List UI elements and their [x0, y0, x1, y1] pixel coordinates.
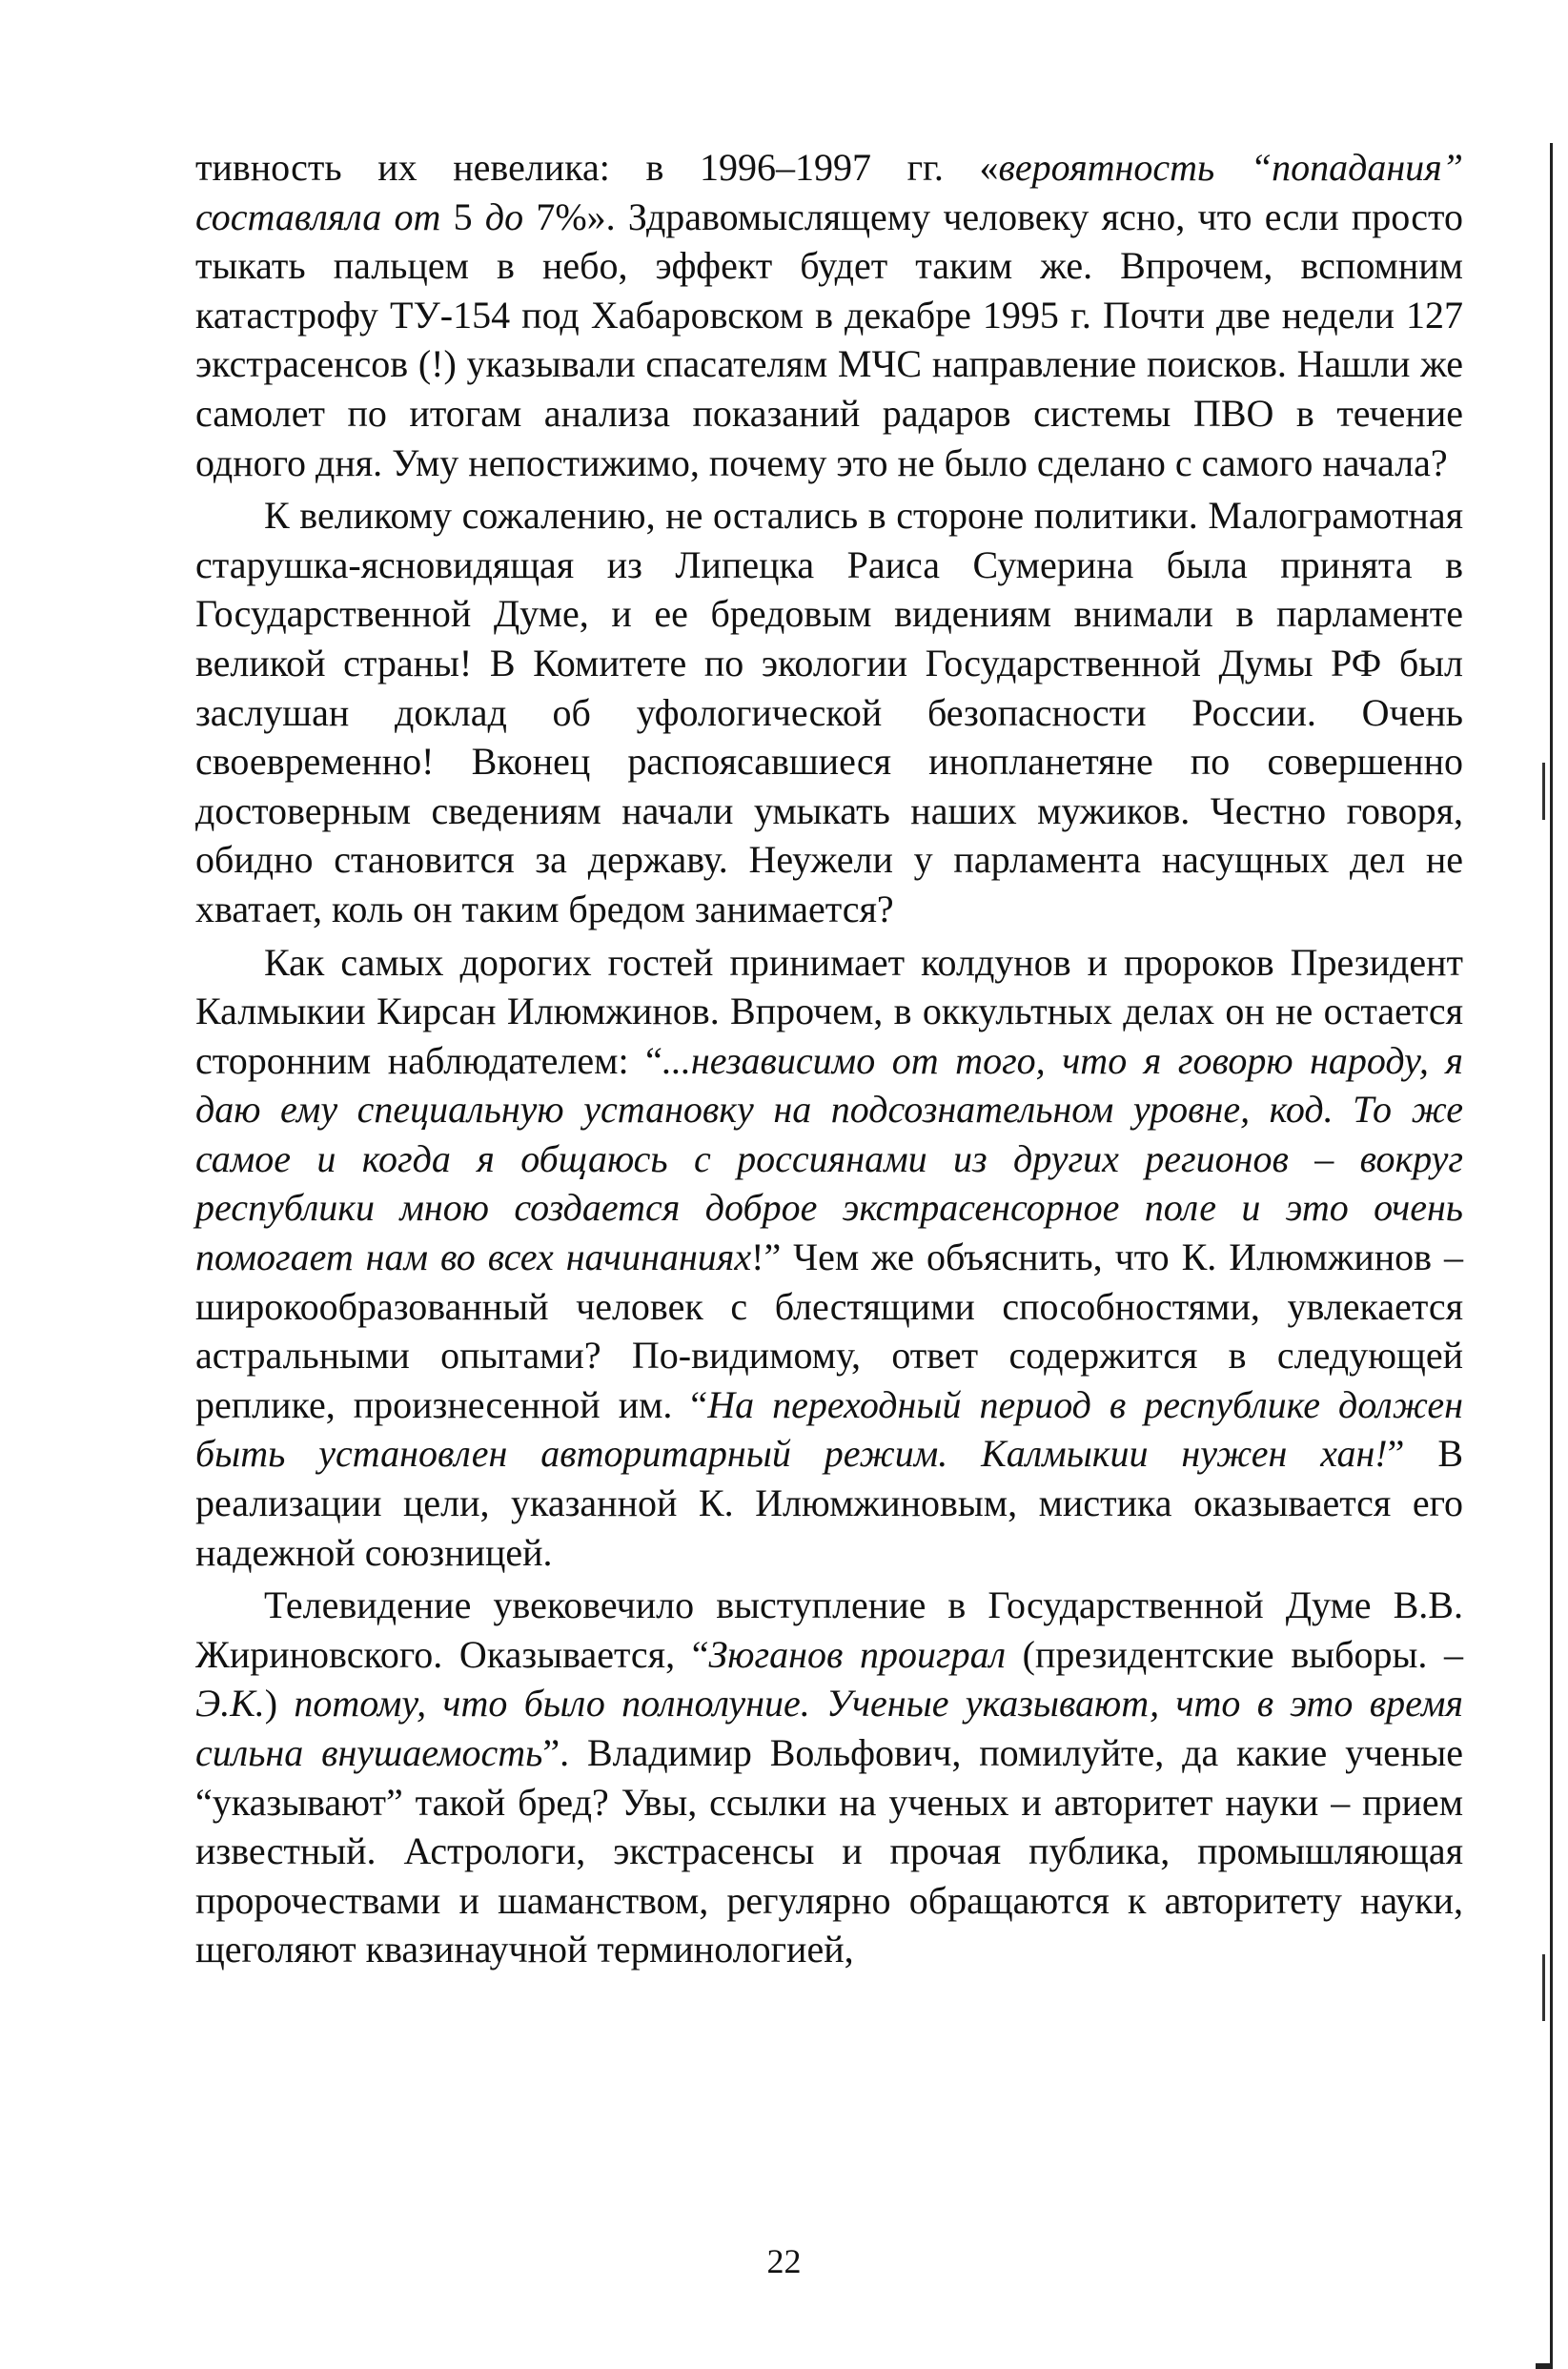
italic-text-segment: до — [484, 194, 524, 238]
paragraph-2 — [195, 491, 1463, 933]
italic-text-segment: Э.К. — [195, 1682, 265, 1726]
text-segment: ” В реализации цели, указанной К. Илюмжиновым, мистика оказывается его надежной союзницей. — [195, 1432, 1464, 1574]
text-segment: ) — [264, 1682, 295, 1726]
text-segment: ”. Владимир Вольфович, помилуйте, да какие ученые “указывают” такой бред? Увы, ссылки на ученых и авторитет науки – прием известный. Астрологи, экстрасенсы и прочая публика, промышляющая пророчествами и шаманством, регулярно обращаются к авторитету науки, щеголяют квазинаучной терминологией, — [195, 1731, 1463, 1971]
page-edge-corner — [1536, 2363, 1553, 2369]
paragraph-1 — [195, 143, 1463, 487]
text-segment: (президентские выборы. – — [1006, 1632, 1463, 1676]
scan-mark — [1542, 763, 1545, 820]
text-segment: Как самых дорогих гостей принимает колдунов и пророков Президент Калмыкии Кирсан Илюмжинов. Впрочем, в оккультных делах он не остается сторонним наблюдателем: “ — [195, 940, 1463, 1082]
body-text — [195, 143, 1463, 1974]
italic-text-segment: Зюганов проиграл — [708, 1632, 1007, 1676]
text-segment: 5 — [440, 194, 485, 238]
scan-mark — [1542, 1954, 1545, 2021]
italic-text-segment: потому, что было полнолуние. Ученые указывают, что в это время сильна внушаемость — [195, 1682, 1463, 1774]
paragraph-4 — [195, 1581, 1463, 1974]
text-segment: тивность их невелика: в 1996–1997 гг. « — [195, 146, 999, 189]
italic-text-segment: На переходный период в республике должен быть установлен авторитарный режим. Калмыкии нужен хан! — [195, 1382, 1463, 1476]
text-segment: К великому сожалению, не остались в стороне политики. Малограмотная старушка-ясновидящая из Липецка Раиса Сумерина была принята в Государственной Думе, и ее бредовым видениям внимали в парламенте великой страны! В Комитете по экологии Государственной Думы РФ был заслушан доклад об уфологической безопасности России. Очень своевременно! Вконец распоясавшиеся инопланетяне по совершенно достоверным сведениям начали умыкать наших мужиков. Честно говоря, обидно становится за державу. Неужели у парламента насущных дел не хватает, коль он таким бредом занимается? — [195, 494, 1463, 930]
italic-text-segment: вероятность “попадания” составляла от — [195, 146, 1464, 238]
page-edge-line — [1550, 143, 1553, 2369]
text-segment: 7%». Здравомыслящему человеку ясно, что если просто тыкать пальцем в небо, эффект будет таким же. Впрочем, вспомним катастрофу ТУ-154 под Хабаровском в декабре 1995 г. Почти две недели 127 экстрасенсов (!) указывали спасателям МЧС направление поисков. Нашли же самолет по итогам анализа показаний радаров системы ПВО в течение одного дня. Уму непостижимо, почему это не было сделано с самого начала? — [195, 194, 1464, 484]
page-number: 22 — [766, 2242, 802, 2280]
text-segment: Телевидение увековечило выступление в Государственной Думе В.В. Жириновского. Оказывается, “ — [195, 1583, 1463, 1676]
italic-text-segment: ...независимо от того, что я говорю народу, я даю ему специальную установку на подсознательном уровне, код. То же самое и когда я общаюсь с россиянами из других регионов – вокруг республики мною создается доброе экстрасенсорное поле и это очень помогает нам во всех начинаниях — [195, 1038, 1464, 1279]
text-segment: !” Чем же объяснить, что К. Илюмжинов – широкообразованный человек с блестящими способностями, увлекается астральными опытами? По-видимому, ответ содержится в следующей реплике, произнесенной им. “ — [195, 1236, 1464, 1426]
paragraph-3 — [195, 938, 1463, 1578]
